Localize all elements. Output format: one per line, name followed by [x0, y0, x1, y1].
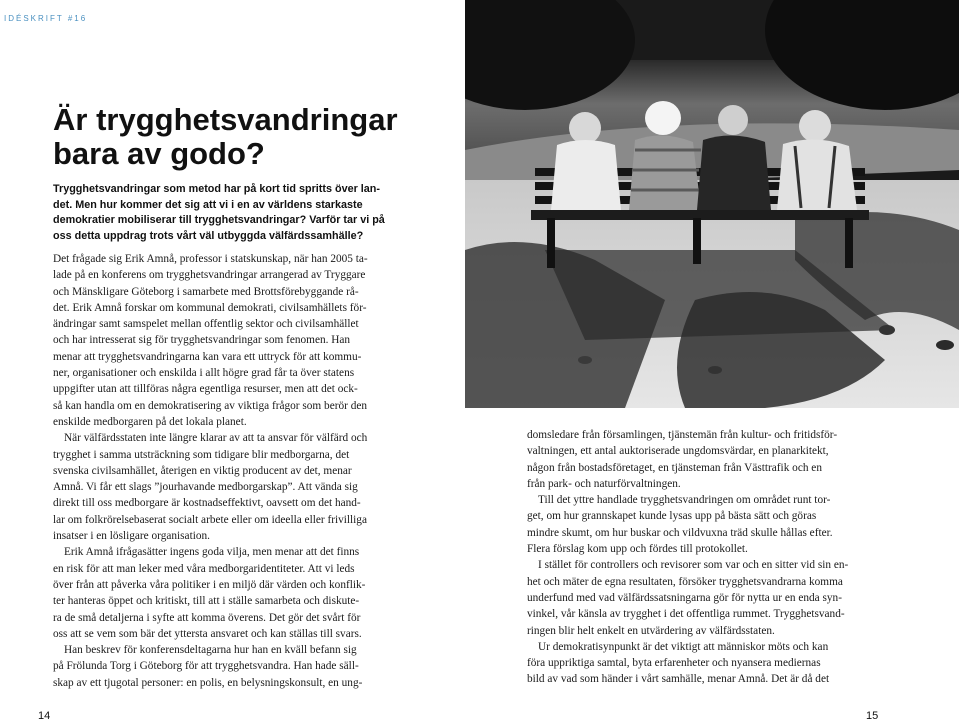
- body-line: Han beskrev för konferensdeltagarna hur han en kväll befann sig: [64, 644, 357, 657]
- body-line: insatser i en lösligare organisation.: [53, 530, 210, 543]
- body-line: het och mäter de egna resultaten, försöker trygghetsvandrarna komma: [527, 575, 843, 588]
- body-line: uppgifter utan att tillföras några egentliga resurser, men att det ock-: [53, 383, 358, 396]
- body-line: skap av ett tjugotal personer: en polis, en belysningskonsult, en ung-: [53, 676, 363, 689]
- body-line: domsledare från församlingen, tjänstemän från kultur- och fritidsför-: [527, 429, 838, 441]
- body-line: oss att se vem som bär det yttersta ansvaret och kan ställas till svars.: [53, 627, 362, 640]
- body-line: underfund med vad välfärdssatsningarna gör för nytta ur en enda syn-: [527, 591, 842, 604]
- body-line: det. Erik Amnå forskar om kommunal demokrati, civilsamhällets för-: [53, 301, 367, 314]
- bench-photo: [465, 0, 959, 408]
- right-body-column: [527, 427, 882, 688]
- body-line: Amnå. Vi får ett slags ”jourhavande medborgarskap”. Att vända sig: [53, 481, 358, 494]
- body-line: lade på en konferens om trygghetsvandringar arrangerad av Tryggare: [53, 269, 366, 282]
- body-line: trygghet i samma utsträckning som tidigare blir medborgarna, det: [53, 448, 350, 461]
- body-line: ra de små detaljerna i syfte att komma överens. Det gör det svårt för: [53, 611, 361, 624]
- body-line: på Frölunda Torg i Göteborg för att trygghetsvandra. Han hade säll-: [53, 660, 359, 673]
- body-line: svenska civilsamhället, återigen en viktig producent av det, menar: [53, 464, 352, 477]
- lede-line: Trygghetsvandringar som metod har på kort tid spritts över lan-: [53, 183, 380, 195]
- body-line: Flera förslag kom upp och fördes till protokollet.: [527, 543, 748, 556]
- body-line: en risk för att man leker med våra medborgaridentiteter. Att vi leds: [53, 562, 355, 575]
- body-line: bild av vad som händer i vårt samhälle, menar Amnå. Det är då det: [527, 673, 830, 686]
- page-number-left: 14: [38, 710, 51, 722]
- left-body-column: [53, 251, 448, 691]
- body-line: valtningen, ett antal auktoriserade ungdomsvärdar, en planarkitekt,: [527, 445, 829, 458]
- body-line: menar att trygghetsvandringarna kan vara ett uttryck för att kommu-: [53, 350, 362, 363]
- magazine-header-label: IDÉSKRIFT #16: [4, 14, 88, 23]
- body-line: föra uppriktiga samtal, byta erfarenheter och nyansera mediernas: [527, 657, 821, 670]
- body-line: Det frågade sig Erik Amnå, professor i statskunskap, när han 2005 ta-: [53, 253, 368, 265]
- body-line: direkt till oss medborgare är kostnadseffektivt, oavsett om det hand-: [53, 497, 361, 510]
- body-line: någon från bostadsföretaget, en tjänsteman från Västtrafik och en: [527, 461, 822, 474]
- body-line: Erik Amnå ifrågasätter ingens goda vilja, men menar att det finns: [64, 546, 360, 559]
- body-line: och Mänskligare Göteborg i samarbete med Brottsförebyggande rå-: [53, 285, 359, 298]
- body-line: så kan handla om en demokratisering av viktiga frågor som berör den: [53, 399, 368, 412]
- title-line: Är trygghetsvandringar: [53, 102, 398, 137]
- lede-line: demokratier mobiliserar till trygghetsvandringar? Varför tar vi på: [53, 214, 385, 226]
- body-line: ringen blir helt enkelt en utvärdering av välfärdsstaten.: [527, 624, 775, 637]
- body-line: ändringar samt samspelet mellan offentlig sektor och civilsamhället: [53, 318, 359, 331]
- body-line: I stället för controllers och revisorer som var och en sitter vid sin en-: [538, 559, 849, 572]
- body-line: mindre skumt, om hur buskar och vildvuxna träd skulle hållas efter.: [527, 526, 833, 539]
- body-line: ner, organisationer och enskilda i allt högre grad får ta över statens: [53, 367, 355, 380]
- body-line: Till det yttre handlade trygghetsvandringen om området runt tor-: [538, 494, 831, 507]
- page-number-right: 15: [866, 710, 879, 722]
- title-line: bara av godo?: [53, 136, 265, 171]
- body-line: enskilde medborgaren på det lokala planet.: [53, 415, 247, 428]
- body-line: lar om folkrörelsebaserat socialt arbete eller om ideella eller frivilliga: [53, 513, 367, 526]
- body-line: och har intresserat sig för trygghetsvandringar som fenomen. Han: [53, 334, 351, 347]
- body-line: över från att påverka våra politiker i en miljö där värden och konflik-: [53, 578, 366, 591]
- body-line: Ur demokratisynpunkt är det viktigt att människor möts och kan: [538, 640, 829, 653]
- body-line: ter hanteras öppet och kritiskt, till att i ställe samarbeta och diskute-: [53, 595, 360, 608]
- body-line: vinkel, vår känsla av trygghet i det offentliga rummet. Trygghetsvand-: [527, 608, 845, 621]
- body-line: från park- och naturförvaltningen.: [527, 477, 681, 490]
- article-title: [53, 103, 453, 171]
- article-lede: [53, 182, 453, 244]
- body-line: När välfärdsstaten inte längre klarar av att ta ansvar för välfärd och: [64, 432, 368, 445]
- lede-line: oss detta uppdrag trots vårt väl utbyggda välfärdssamhälle?: [53, 229, 364, 242]
- lede-line: det. Men hur kommer det sig att vi i en av världens starkaste: [53, 198, 363, 211]
- body-line: get, om hur grannskapet kunde lysas upp på bästa sätt och göras: [527, 510, 817, 523]
